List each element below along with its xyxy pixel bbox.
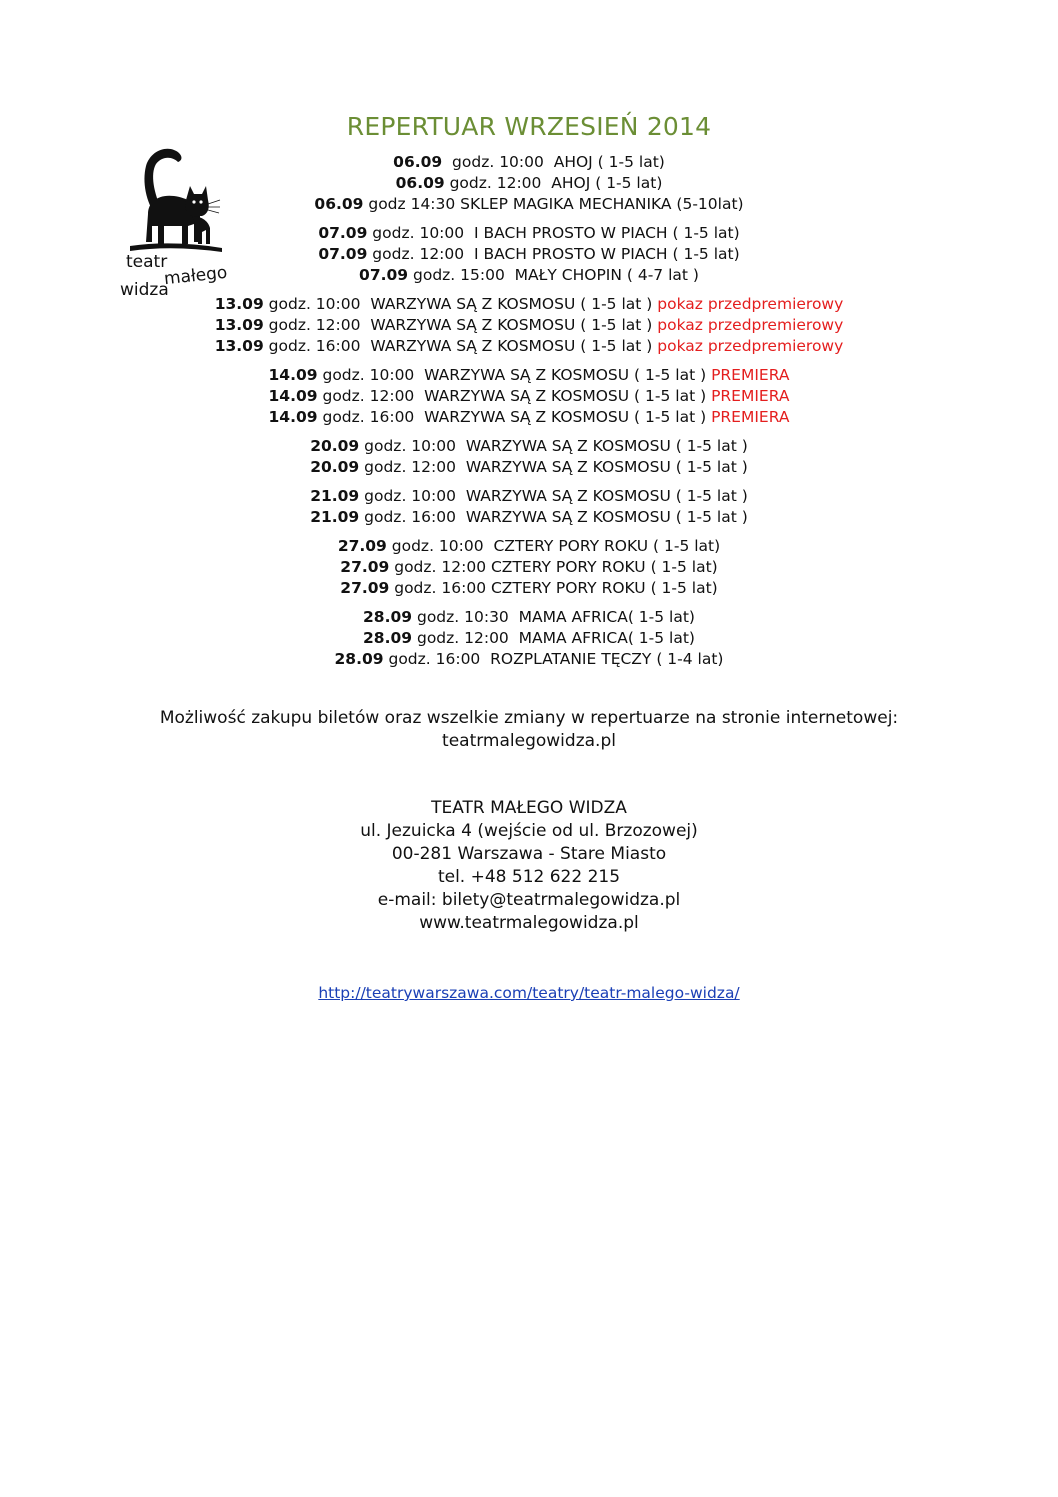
show-date: 07.09 xyxy=(318,245,368,263)
street-address: ul. Jezuicka 4 (wejście od ul. Brzozowej) xyxy=(360,821,698,841)
show-details: godz. 12:00 CZTERY PORY ROKU ( 1-5 lat) xyxy=(389,558,718,576)
show-date: 13.09 xyxy=(214,295,264,313)
show-details: godz. 12:00 WARZYWA SĄ Z KOSMOSU ( 1-5 lat ) xyxy=(317,387,712,405)
show-details: godz. 10:00 WARZYWA SĄ Z KOSMOSU ( 1-5 lat ) xyxy=(359,437,748,455)
show-note: pokaz przedpremierowy xyxy=(657,316,844,334)
show-date: 20.09 xyxy=(310,458,360,476)
schedule-row xyxy=(0,194,1058,215)
show-details: godz. 10:00 CZTERY PORY ROKU ( 1-5 lat) xyxy=(386,537,721,555)
show-details: godz. 12:00 WARZYWA SĄ Z KOSMOSU ( 1-5 lat ) xyxy=(359,458,748,476)
show-date: 28.09 xyxy=(334,650,384,668)
schedule-row xyxy=(0,336,1058,357)
schedule-group xyxy=(0,436,1058,478)
show-date: 28.09 xyxy=(363,608,413,626)
schedule-group xyxy=(0,152,1058,215)
phone-number: tel. +48 512 622 215 xyxy=(437,867,621,887)
schedule-row xyxy=(0,486,1058,507)
show-details: godz. 10:00 WARZYWA SĄ Z KOSMOSU ( 1-5 lat ) xyxy=(317,366,712,384)
show-details: godz. 16:00 WARZYWA SĄ Z KOSMOSU ( 1-5 lat ) xyxy=(359,508,748,526)
logo-word-teatr: teatr xyxy=(126,252,168,272)
ticket-info-site: teatrmalegowidza.pl xyxy=(442,731,616,751)
ticket-info-text: Możliwość zakupu biletów oraz wszelkie zmiany w repertuarze na stronie internetowej: xyxy=(159,708,899,728)
schedule-row xyxy=(0,294,1058,315)
schedule-row xyxy=(0,407,1058,428)
show-date: 07.09 xyxy=(318,224,368,242)
city-address: 00-281 Warszawa - Stare Miasto xyxy=(391,844,667,864)
show-date: 06.09 xyxy=(314,195,364,213)
schedule-row xyxy=(0,578,1058,599)
schedule-list xyxy=(0,152,1058,678)
schedule-group xyxy=(0,486,1058,528)
show-date: 06.09 xyxy=(393,153,443,171)
show-details: godz. 10:30 MAMA AFRICA( 1-5 lat) xyxy=(412,608,695,626)
show-date: 27.09 xyxy=(340,558,390,576)
schedule-row xyxy=(0,152,1058,173)
show-details: godz. 12:00 MAMA AFRICA( 1-5 lat) xyxy=(412,629,695,647)
page-title: REPERTUAR WRZESIEŃ 2014 xyxy=(346,112,712,141)
show-date: 13.09 xyxy=(214,316,264,334)
ticket-info xyxy=(0,707,1058,753)
schedule-row xyxy=(0,265,1058,286)
show-note: pokaz przedpremierowy xyxy=(657,295,844,313)
show-date: 21.09 xyxy=(310,487,360,505)
schedule-row xyxy=(0,173,1058,194)
schedule-group xyxy=(0,223,1058,286)
schedule-group xyxy=(0,365,1058,428)
contact-block xyxy=(0,797,1058,935)
logo-word-malego: małego xyxy=(163,262,229,290)
show-details: godz. 12:00 AHOJ ( 1-5 lat) xyxy=(444,174,663,192)
schedule-row xyxy=(0,557,1058,578)
show-date: 27.09 xyxy=(337,537,387,555)
logo-word-widza: widza xyxy=(120,280,169,300)
show-note: pokaz przedpremierowy xyxy=(657,337,844,355)
schedule-row xyxy=(0,315,1058,336)
show-details: godz. 12:00 I BACH PROSTO W PIACH ( 1-5 lat) xyxy=(367,245,740,263)
show-date: 06.09 xyxy=(395,174,445,192)
show-details: godz. 16:00 CZTERY PORY ROKU ( 1-5 lat) xyxy=(389,579,718,597)
show-note: PREMIERA xyxy=(711,408,790,426)
schedule-group xyxy=(0,294,1058,357)
schedule-row xyxy=(0,649,1058,670)
show-details: godz. 10:00 WARZYWA SĄ Z KOSMOSU ( 1-5 lat ) xyxy=(359,487,748,505)
show-date: 21.09 xyxy=(310,508,360,526)
show-note: PREMIERA xyxy=(711,366,790,384)
schedule-group xyxy=(0,536,1058,599)
show-date: 13.09 xyxy=(214,337,264,355)
show-details: godz. 15:00 MAŁY CHOPIN ( 4-7 lat ) xyxy=(408,266,699,284)
show-details: godz. 10:00 AHOJ ( 1-5 lat) xyxy=(442,153,665,171)
schedule-row xyxy=(0,436,1058,457)
schedule-row xyxy=(0,536,1058,557)
show-date: 14.09 xyxy=(268,387,318,405)
schedule-row xyxy=(0,628,1058,649)
show-details: godz. 16:00 WARZYWA SĄ Z KOSMOSU ( 1-5 lat ) xyxy=(263,337,658,355)
website: www.teatrmalegowidza.pl xyxy=(419,913,639,933)
show-note: PREMIERA xyxy=(711,387,790,405)
schedule-row xyxy=(0,223,1058,244)
show-details: godz. 16:00 WARZYWA SĄ Z KOSMOSU ( 1-5 lat ) xyxy=(317,408,712,426)
show-details: godz 14:30 SKLEP MAGIKA MECHANIKA (5-10lat) xyxy=(363,195,744,213)
schedule-group xyxy=(0,607,1058,670)
show-date: 27.09 xyxy=(340,579,390,597)
show-details: godz. 10:00 I BACH PROSTO W PIACH ( 1-5 lat) xyxy=(367,224,740,242)
show-date: 14.09 xyxy=(268,408,318,426)
schedule-row xyxy=(0,244,1058,265)
show-details: godz. 16:00 ROZPLATANIE TĘCZY ( 1-4 lat) xyxy=(383,650,724,668)
external-link-row xyxy=(0,982,1058,1004)
schedule-row xyxy=(0,386,1058,407)
schedule-row xyxy=(0,507,1058,528)
external-link[interactable]: http://teatrywarszawa.com/teatry/teatr-malego-widza/ xyxy=(318,984,740,1002)
schedule-row xyxy=(0,365,1058,386)
theatre-name: TEATR MAŁEGO WIDZA xyxy=(431,798,627,818)
show-details: godz. 12:00 WARZYWA SĄ Z KOSMOSU ( 1-5 lat ) xyxy=(263,316,658,334)
show-date: 14.09 xyxy=(268,366,318,384)
show-details: godz. 10:00 WARZYWA SĄ Z KOSMOSU ( 1-5 lat ) xyxy=(263,295,658,313)
email-address: e-mail: bilety@teatrmalegowidza.pl xyxy=(377,890,681,910)
show-date: 28.09 xyxy=(363,629,413,647)
show-date: 07.09 xyxy=(359,266,409,284)
schedule-row xyxy=(0,607,1058,628)
show-date: 20.09 xyxy=(310,437,360,455)
schedule-row xyxy=(0,457,1058,478)
